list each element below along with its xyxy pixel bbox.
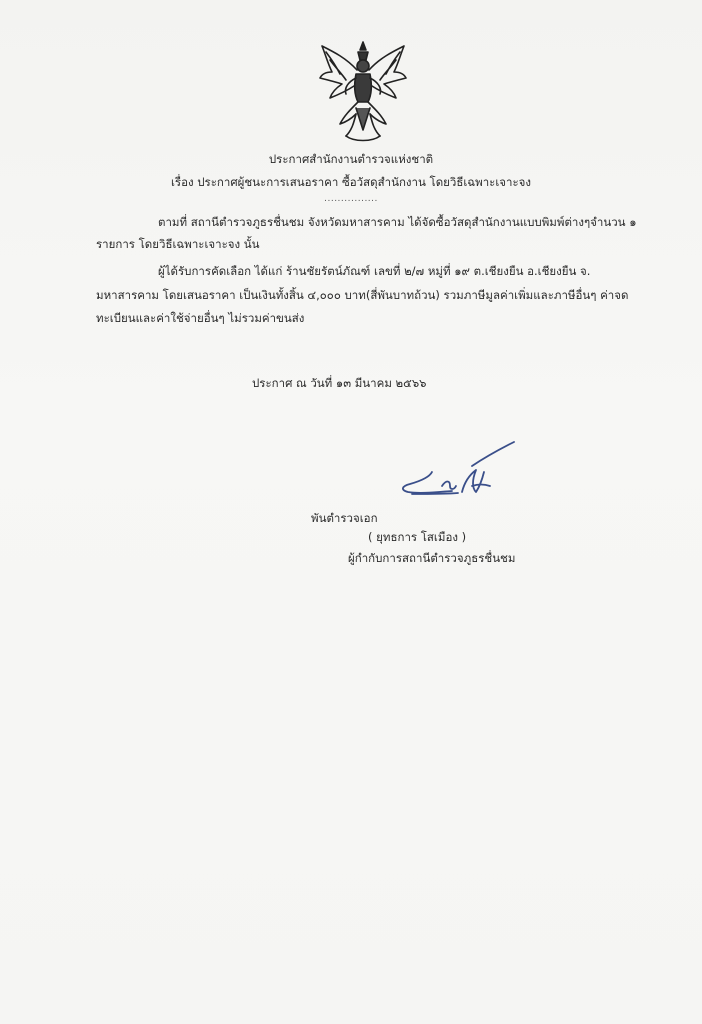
document-subject: เรื่อง ประกาศผู้ชนะการเสนอราคา ซื้อวัสดุสำนักงาน โดยวิธีเฉพาะเจาะจง (170, 175, 532, 189)
signatory-rank: พันตำรวจเอก (311, 511, 378, 525)
paragraph-2-line-1: ผู้ได้รับการคัดเลือก ได้แก่ ร้านชัยรัตน์ภัณฑ์ เลขที่ ๒/๗ หมู่ที่ ๑๙ ต.เชียงยืน อ.เชียงยืน จ. (158, 264, 591, 278)
announce-date: ประกาศ ณ วันที่ ๑๓ มีนาคม ๒๕๖๖ (252, 376, 427, 390)
org-title: ประกาศสำนักงานตำรวจแห่งชาติ (268, 152, 434, 166)
signatory-position: ผู้กำกับการสถานีตำรวจภูธรชื่นชม (348, 551, 516, 565)
paragraph-2-line-3: ทะเบียนและค่าใช้จ่ายอื่นๆ ไม่รวมค่าขนส่ง (96, 311, 305, 325)
separator-dots: ................ (324, 194, 378, 204)
signatory-name: ( ยุทธการ โสเมือง ) (368, 530, 467, 544)
signature-icon (372, 436, 522, 516)
paragraph-1-line-2: รายการ โดยวิธีเฉพาะเจาะจง นั้น (96, 237, 260, 251)
garuda-emblem-icon (316, 38, 410, 146)
paragraph-2-line-2: มหาสารคาม โดยเสนอราคา เป็นเงินทั้งสิ้น ๔,๐๐๐ บาท(สี่พันบาทถ้วน) รวมภาษีมูลค่าเพิ่มและภาษีอื่นๆ ค่าจด (96, 288, 629, 302)
paragraph-1-line-1: ตามที่ สถานีตำรวจภูธรชื่นชม จังหวัดมหาสารคาม ได้จัดซื้อวัสดุสำนักงานแบบพิมพ์ต่างๆจำนวน ๑ (158, 215, 637, 229)
